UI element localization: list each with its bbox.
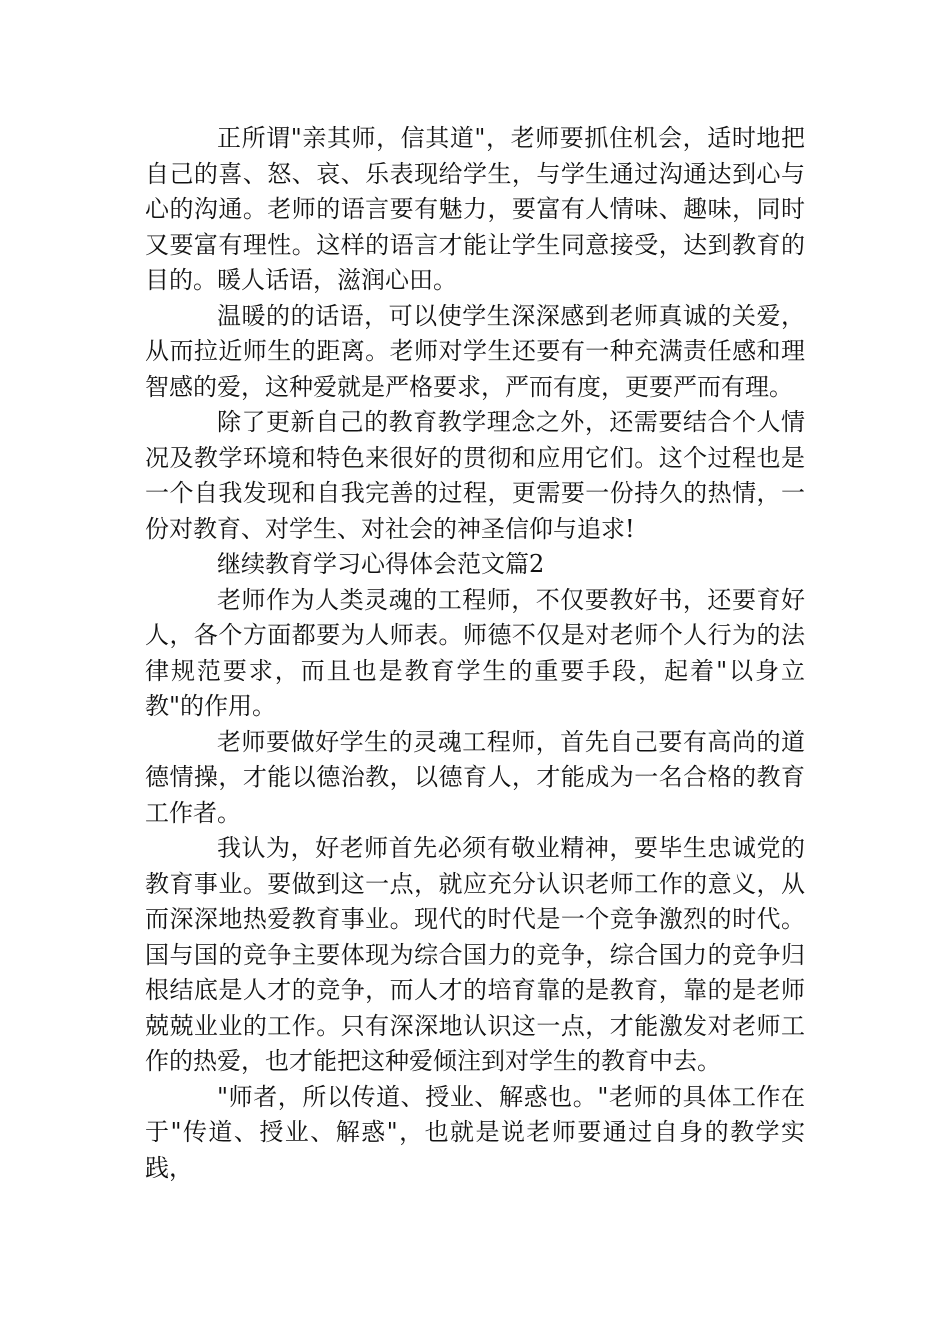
paragraph-2: 温暖的的话语，可以使学生深深感到老师真诚的关爱，从而拉近师生的距离。老师对学生还要有一种充满责任感和理智感的爱，这种爱就是严格要求，严而有度，更要严而有理。 [145, 301, 805, 401]
paragraph-7: "师者，所以传道、授业、解惑也。"老师的具体工作在于"传道、授业、解惑"，也就是说老师要通过自身的教学实践， [145, 1082, 805, 1182]
paragraph-5: 老师要做好学生的灵魂工程师，首先自己要有高尚的道德情操，才能以德治教，以德育人，才能成为一名合格的教育工作者。 [145, 727, 805, 827]
section-heading: 继续教育学习心得体会范文篇2 [217, 550, 545, 578]
paragraph-4: 老师作为人类灵魂的工程师，不仅要教好书，还要育好人，各个方面都要为人师表。师德不仅是对老师个人行为的法律规范要求，而且也是教育学生的重要手段，起着"以身立教"的作用。 [145, 585, 805, 720]
paragraph-1: 正所谓"亲其师，信其道"，老师要抓住机会，适时地把自己的喜、怒、哀、乐表现给学生，与学生通过沟通达到心与心的沟通。老师的语言要有魅力，要富有人情味、趣味，同时又要富有理性。这样的语言才能让学生同意接受，达到教育的目的。暖人话语，滋润心田。 [145, 124, 805, 294]
document-body [145, 121, 805, 1186]
paragraph-6: 我认为，好老师首先必须有敬业精神，要毕生忠诚党的教育事业。要做到这一点，就应充分认识老师工作的意义，从而深深地热爱教育事业。现代的时代是一个竞争激烈的时代。国与国的竞争主要体现为综合国力的竞争，综合国力的竞争归根结底是人才的竞争，而人才的培育靠的是教育，靠的是老师兢兢业业的工作。只有深深地认识这一点，才能激发对老师工作的热爱，也才能把这种爱倾注到对学生的教育中去。 [145, 834, 805, 1075]
paragraph-3: 除了更新自己的教育教学理念之外，还需要结合个人情况及教学环境和特色来很好的贯彻和应用它们。这个过程也是一个自我发现和自我完善的过程，更需要一份持久的热情，一份对教育、对学生、对社会的神圣信仰与追求! [145, 408, 805, 543]
